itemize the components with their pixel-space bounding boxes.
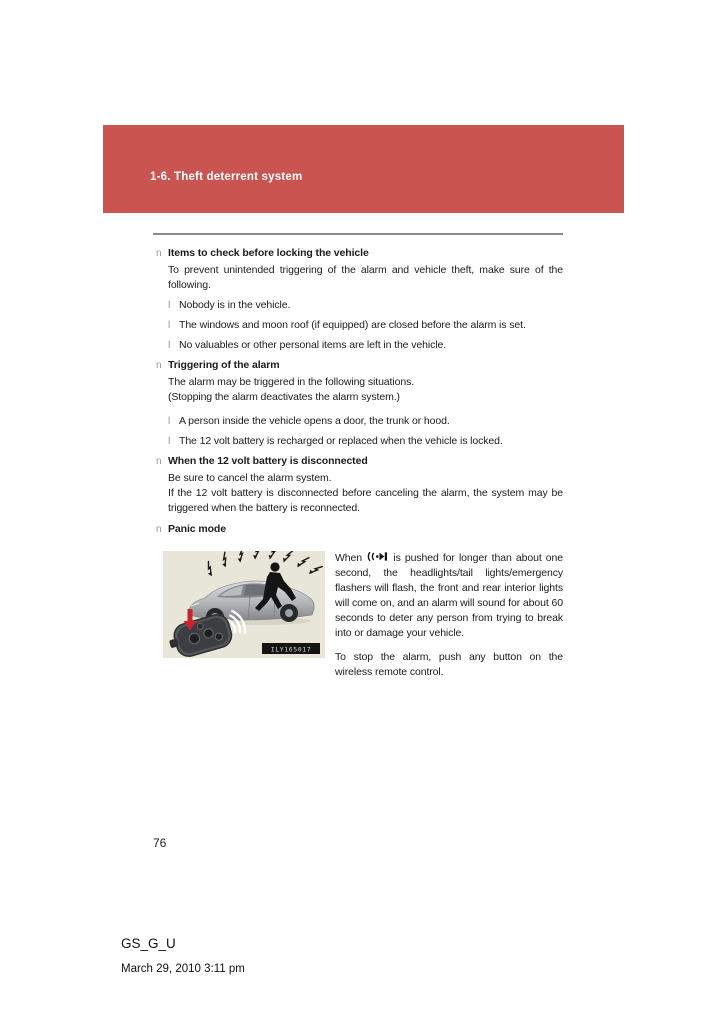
list-item <box>168 434 563 449</box>
list-item-text: The windows and moon roof (if equipped) are closed before the alarm is set. <box>179 319 526 331</box>
section-title: When the 12 volt battery is disconnected <box>168 455 368 467</box>
list-item <box>168 338 563 353</box>
section-heading <box>156 522 563 537</box>
square-bullet-icon: n <box>156 524 162 535</box>
list-item <box>168 318 563 333</box>
section-paragraph: Be sure to cancel the alarm system. <box>168 472 332 484</box>
dash-bullet-icon: l <box>168 300 171 311</box>
section-title: Items to check before locking the vehicle <box>168 247 369 259</box>
panic-mode-block <box>156 551 563 680</box>
section-title: Triggering of the alarm <box>168 359 280 371</box>
footer-timestamp: March 29, 2010 3:11 pm <box>121 963 245 975</box>
panic-button-icon <box>367 551 388 562</box>
figure-code-label: ILY165017 <box>270 645 312 654</box>
list-item <box>168 298 563 313</box>
section-title: Panic mode <box>168 523 226 535</box>
chapter-header-band <box>103 125 624 213</box>
square-bullet-icon: n <box>156 360 162 371</box>
page-number: 76 <box>153 836 167 850</box>
section-paragraph: (Stopping the alarm deactivates the alarm system.) <box>168 391 400 403</box>
section-heading <box>156 358 563 373</box>
divider-rule <box>153 233 563 235</box>
section-paragraph: If the 12 volt battery is disconnected before canceling the alarm, the system may be triggered when the battery is reconnected. <box>168 487 563 514</box>
section-paragraph: To prevent unintended triggering of the alarm and vehicle theft, make sure of the following. <box>168 264 563 291</box>
section-paragraph: The alarm may be triggered in the following situations. <box>168 376 415 388</box>
dash-bullet-icon: l <box>168 320 171 331</box>
list-item <box>168 414 563 429</box>
section-heading <box>156 246 563 261</box>
square-bullet-icon: n <box>156 248 162 259</box>
car-alarm-illustration <box>163 551 325 658</box>
panic-stop-paragraph: To stop the alarm, push any button on the wireless remote control. <box>335 651 563 678</box>
dash-bullet-icon: l <box>168 436 171 447</box>
section-heading <box>156 454 563 469</box>
list-item-text: No valuables or other personal items are left in the vehicle. <box>179 339 447 351</box>
panic-text-suffix: is pushed for longer than about one second, the headlights/tail lights/emergency flashers will flash, the front and rear interior lights will come on, and an alarm will sound for about 60 seconds to deter any person from trying to break into or damage your vehicle. <box>335 552 563 639</box>
footer-doc-code: GS_G_U <box>121 936 176 951</box>
panic-description <box>335 551 563 680</box>
page-content <box>156 246 563 680</box>
chapter-title: 1-6. Theft deterrent system <box>150 171 303 183</box>
dash-bullet-icon: l <box>168 416 171 427</box>
list-item-text: The 12 volt battery is recharged or replaced when the vehicle is locked. <box>179 435 503 447</box>
list-item-text: Nobody is in the vehicle. <box>179 299 291 311</box>
dash-bullet-icon: l <box>168 340 171 351</box>
panic-text-prefix: When <box>335 552 363 564</box>
panic-paragraph <box>335 551 563 641</box>
list-item-text: A person inside the vehicle opens a door, the trunk or hood. <box>179 415 450 427</box>
square-bullet-icon: n <box>156 456 162 467</box>
